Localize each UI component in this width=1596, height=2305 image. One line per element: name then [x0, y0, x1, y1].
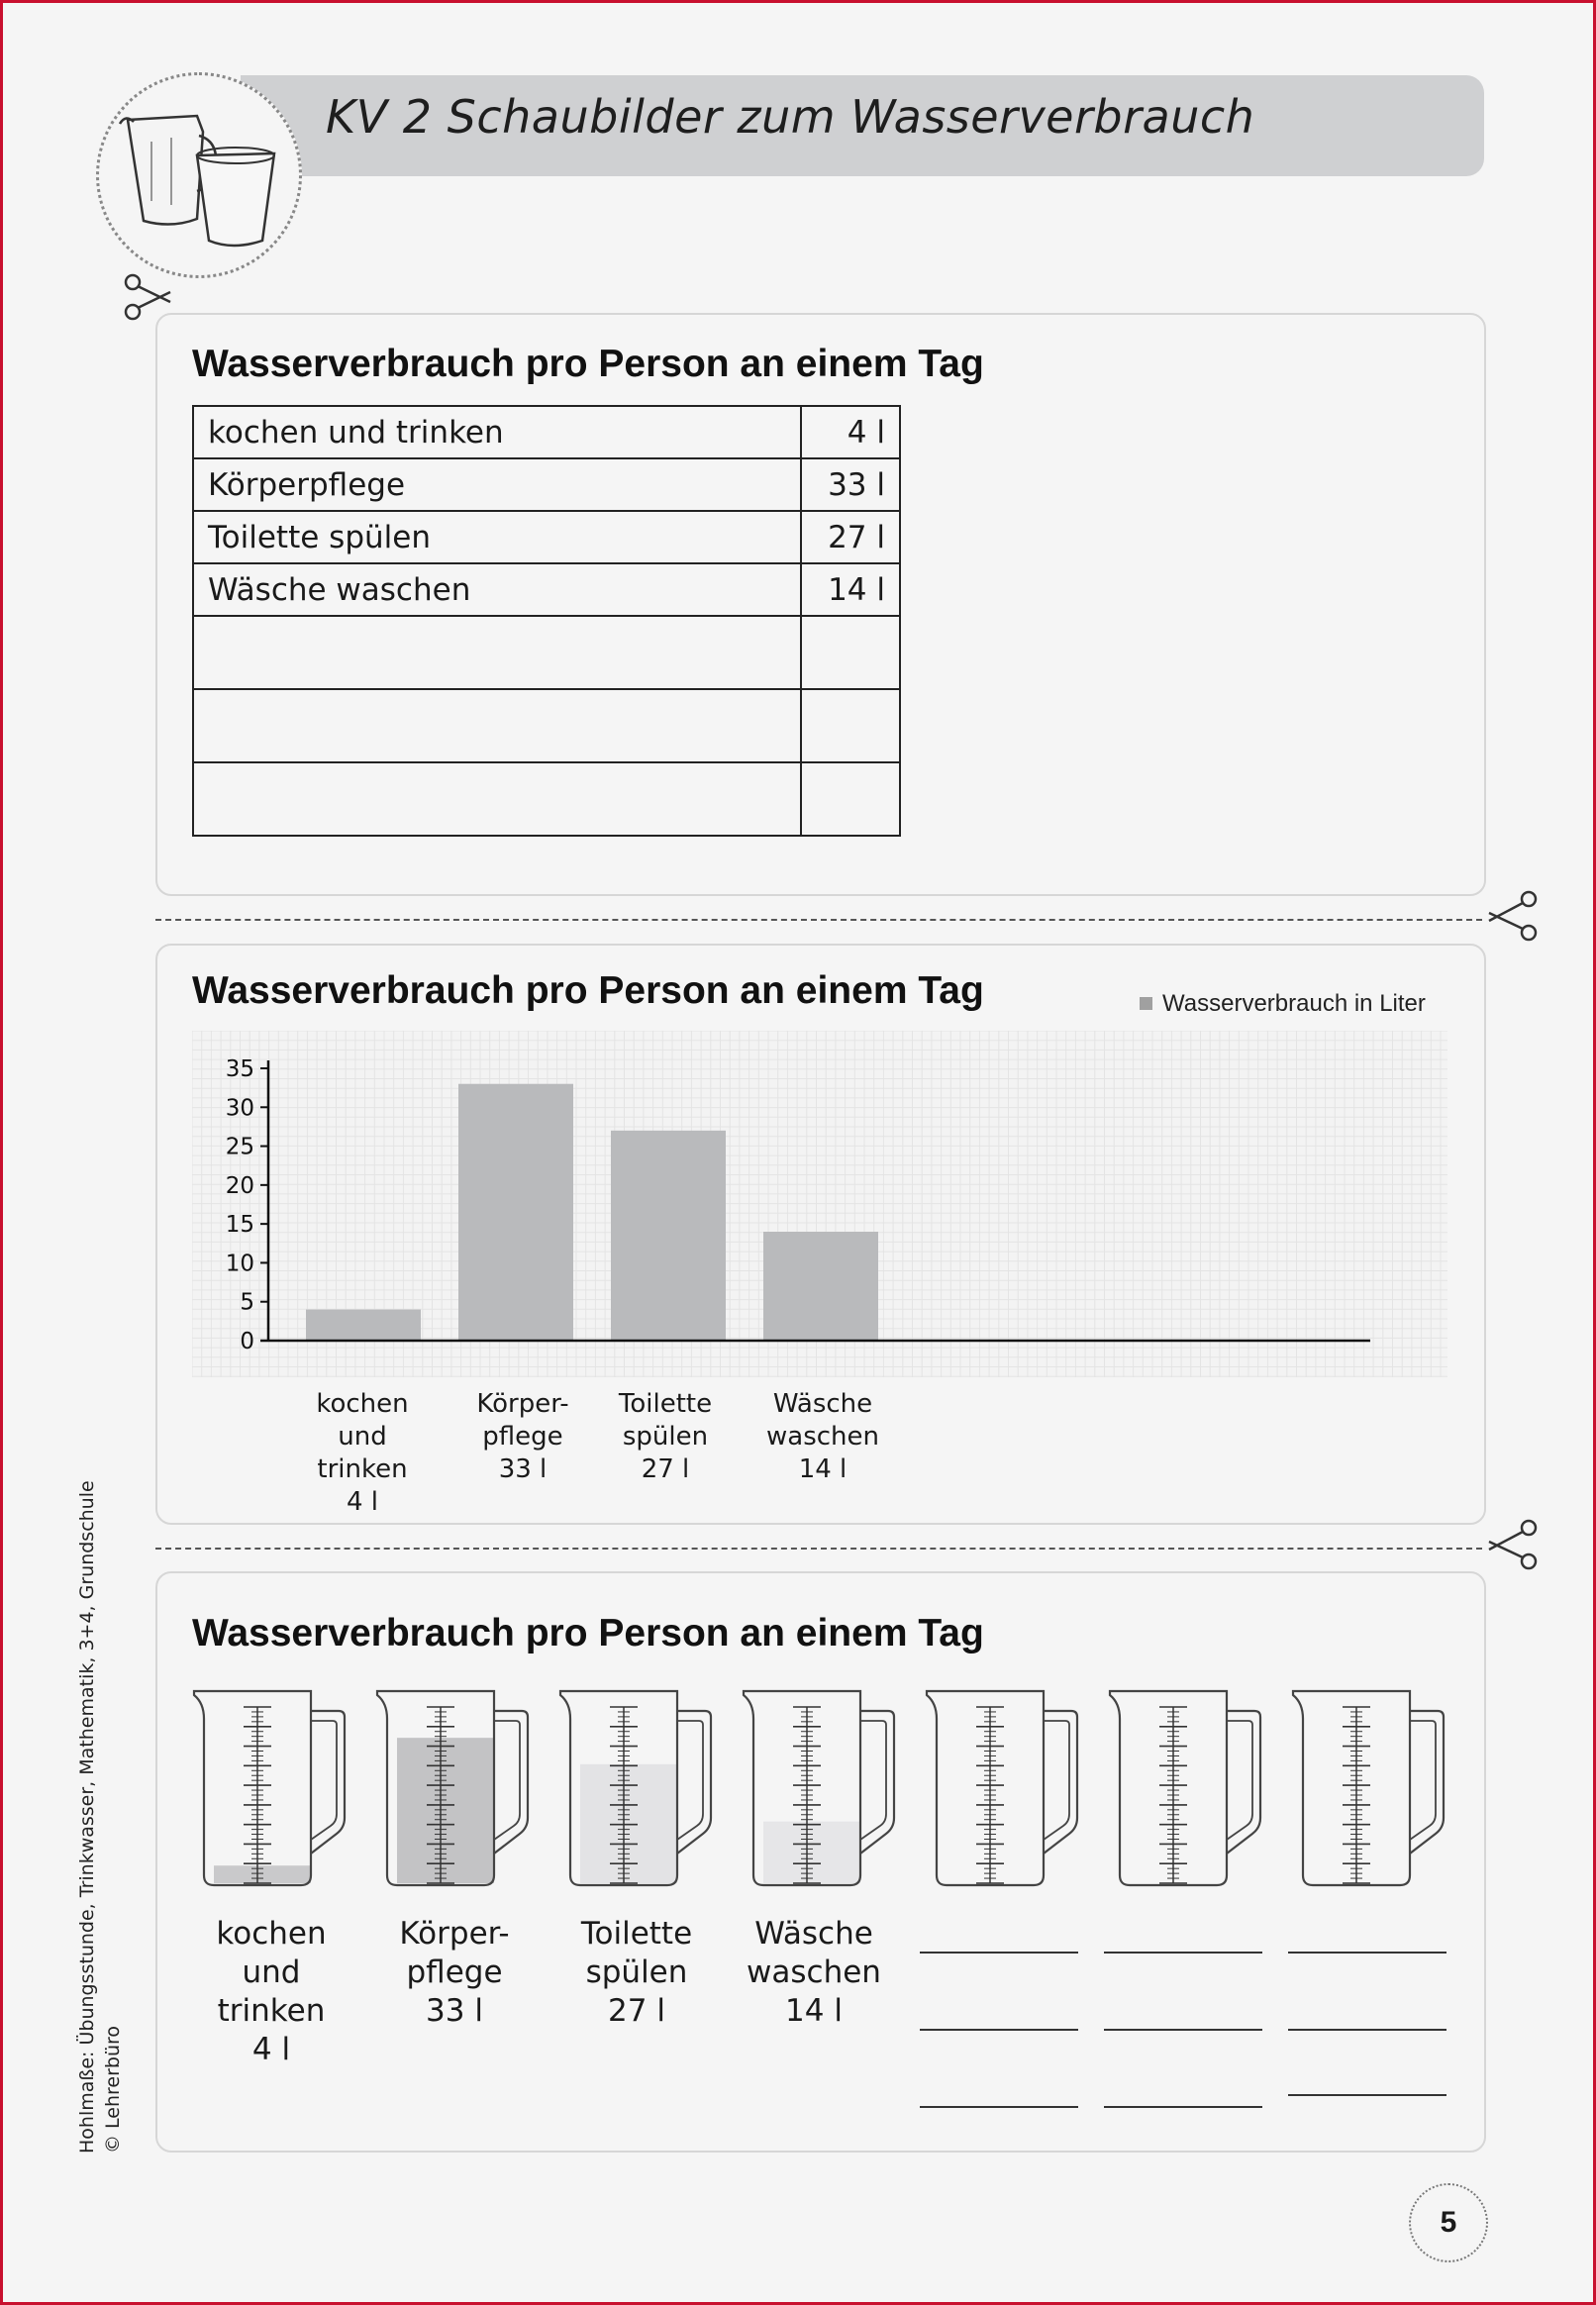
write-in-line[interactable]: [920, 2106, 1078, 2108]
table-cell-empty[interactable]: [193, 689, 801, 762]
x-label: [748, 1388, 897, 1486]
measuring-jug: [1291, 1689, 1449, 1892]
write-in-line[interactable]: [920, 1952, 1078, 1954]
jug-label-line: 4 l: [251, 2032, 291, 2067]
measuring-jug: [742, 1689, 900, 1892]
table-row: [193, 563, 900, 616]
jug-handle: [1044, 1711, 1077, 1854]
write-in-line[interactable]: [1104, 1952, 1262, 1954]
legend-label: Wasserverbrauch in Liter: [1162, 990, 1426, 1017]
write-in-line[interactable]: [1288, 2094, 1446, 2096]
bar: [458, 1084, 573, 1341]
table-cell-label: Toilette spülen: [193, 511, 801, 563]
measuring-jug: [925, 1689, 1083, 1892]
jug-label-line: pflege: [406, 1954, 503, 1990]
x-label-line: kochen und: [316, 1389, 409, 1452]
y-tick-label: 35: [225, 1056, 254, 1082]
jug-outline: [927, 1691, 1044, 1885]
y-tick-label: 15: [225, 1212, 254, 1239]
x-label-line: trinken: [317, 1454, 408, 1484]
credit-line: © Lehrerbüro: [102, 2025, 124, 2154]
jug-label-line: Wäsche: [754, 1916, 873, 1952]
x-label: [449, 1388, 597, 1486]
jug-label-line: kochen: [216, 1916, 327, 1952]
scissors-icon: [1485, 1518, 1541, 1573]
y-tick-label: 30: [225, 1095, 254, 1122]
jug-handle-inner: [860, 1721, 886, 1840]
x-label-line: spülen: [622, 1422, 709, 1452]
x-label-line: Körper-: [476, 1389, 569, 1419]
credit-line: Hohlmaße: Übungsstunde, Trinkwasser, Mathematik, 3+4, Grundschule: [76, 1480, 98, 2154]
bar-chart: [192, 1031, 1447, 1377]
jug-label: [370, 1915, 539, 2031]
jug-handle-inner: [1227, 1721, 1252, 1840]
y-tick-label: 20: [225, 1172, 254, 1199]
x-label-line: waschen: [766, 1422, 879, 1452]
jug-handle: [311, 1711, 345, 1854]
jug-handle-inner: [494, 1721, 520, 1840]
jug-handle-inner: [677, 1721, 703, 1840]
table-row: [193, 406, 900, 458]
table-title: Wasserverbrauch pro Person an einem Tag: [192, 343, 984, 385]
x-label-line: 14 l: [798, 1454, 848, 1484]
cut-line: [155, 919, 1482, 921]
x-label-line: 33 l: [498, 1454, 548, 1484]
jug-label-line: und: [242, 1954, 301, 1990]
y-tick-label: 5: [240, 1289, 254, 1316]
y-tick-label: 10: [225, 1251, 254, 1277]
table-cell-label: Körperpflege: [193, 458, 801, 511]
jug-label-line: spülen: [585, 1954, 688, 1990]
x-label-line: Toilette: [618, 1389, 713, 1419]
jug-label: [552, 1915, 721, 2031]
measuring-jug: [558, 1689, 717, 1892]
bar: [611, 1131, 726, 1341]
table-cell-label: Wäsche waschen: [193, 563, 801, 616]
jug-label-line: 14 l: [785, 1993, 843, 2029]
jug-outline: [1110, 1691, 1227, 1885]
write-in-line[interactable]: [1288, 2029, 1446, 2031]
table-cell-value: 27 l: [801, 511, 900, 563]
x-label-line: 4 l: [346, 1487, 379, 1517]
table-cell-empty[interactable]: [801, 689, 900, 762]
measuring-jugs-icon: [112, 102, 290, 251]
table-cell-value: 14 l: [801, 563, 900, 616]
jug-label-line: 33 l: [426, 1993, 483, 2029]
x-label-line: Wäsche: [772, 1389, 873, 1419]
page-title: KV 2 Schaubilder zum Wasserverbrauch: [326, 90, 1255, 144]
y-tick-label: 25: [225, 1134, 254, 1160]
table-cell-empty[interactable]: [801, 616, 900, 689]
table-row: [193, 458, 900, 511]
jugs-title: Wasserverbrauch pro Person an einem Tag: [192, 1612, 984, 1654]
jug-label-line: trinken: [217, 1993, 326, 2029]
table-cell-empty[interactable]: [193, 616, 801, 689]
jug-label: [187, 1915, 355, 2069]
measuring-jug: [192, 1689, 350, 1892]
jug-label-line: Toilette: [580, 1916, 693, 1952]
x-label: [591, 1388, 740, 1486]
write-in-line[interactable]: [1104, 2029, 1262, 2031]
water-fill: [763, 1822, 860, 1883]
write-in-line[interactable]: [920, 2029, 1078, 2031]
jug-handle: [494, 1711, 528, 1854]
water-table: [192, 405, 901, 837]
page-number: 5: [1409, 2183, 1488, 2262]
x-label-line: pflege: [482, 1422, 563, 1452]
measuring-jug: [1108, 1689, 1266, 1892]
jug-handle: [860, 1711, 894, 1854]
chart-legend: [1140, 990, 1426, 1018]
table-row-empty[interactable]: [193, 762, 900, 836]
x-label: [288, 1388, 437, 1519]
jug-label: [730, 1915, 898, 2031]
jug-handle: [1410, 1711, 1444, 1854]
water-fill: [397, 1738, 494, 1883]
write-in-line[interactable]: [1288, 1952, 1446, 1954]
legend-swatch: [1140, 997, 1152, 1010]
table-row-empty[interactable]: [193, 689, 900, 762]
table-row: [193, 511, 900, 563]
jug-handle: [677, 1711, 711, 1854]
chart-title: Wasserverbrauch pro Person an einem Tag: [192, 969, 984, 1012]
scissors-icon: [1485, 889, 1541, 945]
table-cell-value: 4 l: [801, 406, 900, 458]
bar: [763, 1232, 878, 1341]
write-in-line[interactable]: [1104, 2106, 1262, 2108]
measuring-jug: [375, 1689, 534, 1892]
jug-handle-inner: [1410, 1721, 1436, 1840]
table-cell-value: 33 l: [801, 458, 900, 511]
cut-line: [155, 1548, 1482, 1550]
jug-handle-inner: [311, 1721, 337, 1840]
jug-label-line: Körper-: [399, 1916, 510, 1952]
jug-outline: [1293, 1691, 1410, 1885]
table-cell-empty[interactable]: [801, 762, 900, 836]
jug-handle: [1227, 1711, 1260, 1854]
table-cell-label: kochen und trinken: [193, 406, 801, 458]
side-credit: [74, 1480, 126, 2154]
x-label-line: 27 l: [641, 1454, 690, 1484]
jug-label-line: waschen: [747, 1954, 881, 1990]
table-cell-empty[interactable]: [193, 762, 801, 836]
jug-outline: [194, 1691, 311, 1885]
y-tick-label: 0: [240, 1329, 254, 1354]
bar: [306, 1310, 421, 1341]
jug-label-line: 27 l: [608, 1993, 665, 2029]
table-row-empty[interactable]: [193, 616, 900, 689]
jug-handle-inner: [1044, 1721, 1069, 1840]
